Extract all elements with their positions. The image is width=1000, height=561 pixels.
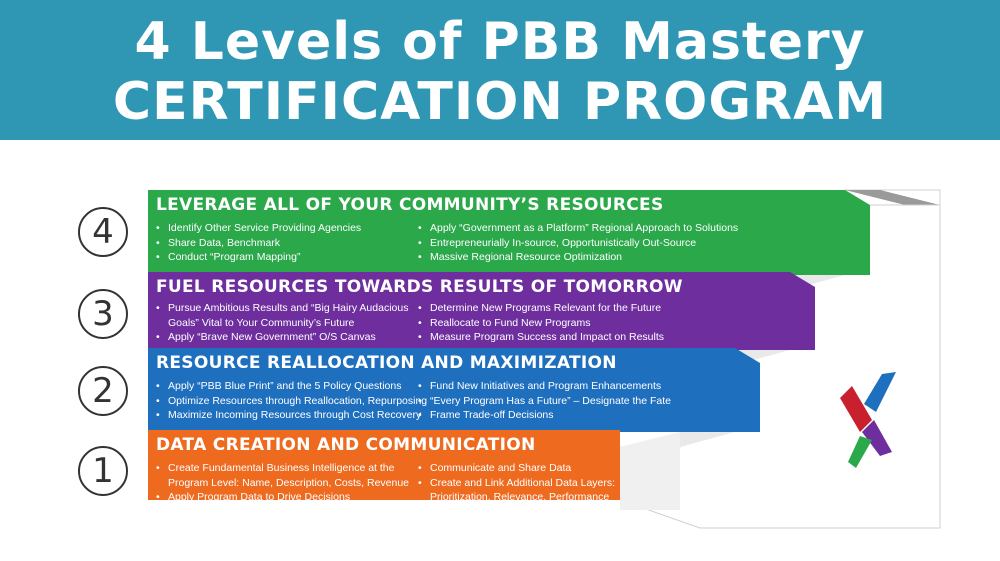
list-item: • Apply “Brave New Government” O/S Canvas	[154, 330, 408, 345]
level-4-left-list	[154, 221, 361, 265]
level-3-band	[148, 272, 788, 348]
list-item-continuation: Program Level: Name, Description, Costs, Revenue	[168, 476, 410, 489]
level-number-2: 2	[78, 366, 128, 416]
level-number-4: 4	[78, 207, 128, 257]
title-line-2: CERTIFICATION PROGRAM	[112, 72, 888, 132]
level-number-1: 1	[78, 446, 128, 496]
level-4-heading: LEVERAGE ALL OF YOUR COMMUNITY’S RESOURCES	[156, 195, 664, 215]
level-2-left-list	[154, 379, 427, 423]
list-item: • Apply Program Data to Drive Decisions	[154, 490, 409, 505]
title-line-1: 4 Levels of PBB Mastery	[134, 12, 866, 72]
list-item: • Maximize Incoming Resources through Cost Recovery	[154, 408, 427, 423]
list-item: • Apply “PBB Blue Print” and the 5 Policy Questions	[154, 379, 427, 394]
list-item: • Communicate and Share Data	[416, 461, 615, 476]
list-item: • “Every Program Has a Future” – Designate the Fate	[416, 394, 671, 409]
list-item: • Pursue Ambitious Results and “Big Hairy Audacious	[154, 301, 408, 316]
level-4-right-list	[416, 221, 738, 265]
list-item: • Create and Link Additional Data Layers:	[416, 476, 615, 491]
list-item: • Reallocate to Fund New Programs	[416, 316, 664, 331]
list-item: • Conduct “Program Mapping”	[154, 250, 361, 265]
level-2-right-list	[416, 379, 671, 423]
list-item: • Measure Program Success and Impact on Results	[416, 330, 664, 345]
list-item: • Frame Trade-off Decisions	[416, 408, 671, 423]
level-2-band	[148, 348, 733, 430]
level-1-band	[148, 430, 620, 510]
list-item: • Massive Regional Resource Optimization	[416, 250, 738, 265]
level-3-right-list	[416, 301, 664, 345]
list-item: • Identify Other Service Providing Agencies	[154, 221, 361, 236]
level-1-left-list	[154, 461, 409, 505]
list-item: • Determine New Programs Relevant for the Future	[416, 301, 664, 316]
level-2-heading: RESOURCE REALLOCATION AND MAXIMIZATION	[156, 353, 617, 373]
list-item-continuation: Goals” Vital to Your Community’s Future	[168, 316, 355, 329]
level-1-heading: DATA CREATION AND COMMUNICATION	[156, 435, 536, 455]
level-1-right-list	[416, 461, 615, 505]
list-item: • Optimize Resources through Reallocation, Repurposing	[154, 394, 427, 409]
list-item: • Entrepreneurially In-source, Opportunistically Out-Source	[416, 236, 738, 251]
level-3-left-list	[154, 301, 408, 345]
list-item: • Create Fundamental Business Intelligence at the	[154, 461, 409, 476]
level-4-band	[148, 190, 838, 272]
list-item: • Fund New Initiatives and Program Enhancements	[416, 379, 671, 394]
list-item-continuation: Prioritization, Relevance, Performance	[430, 491, 610, 503]
level-number-3: 3	[78, 289, 128, 339]
list-item: • Apply “Government as a Platform” Regional Approach to Solutions	[416, 221, 738, 236]
level-3-heading: FUEL RESOURCES TOWARDS RESULTS OF TOMORROW	[156, 277, 683, 297]
list-item: • Share Data, Benchmark	[154, 236, 361, 251]
